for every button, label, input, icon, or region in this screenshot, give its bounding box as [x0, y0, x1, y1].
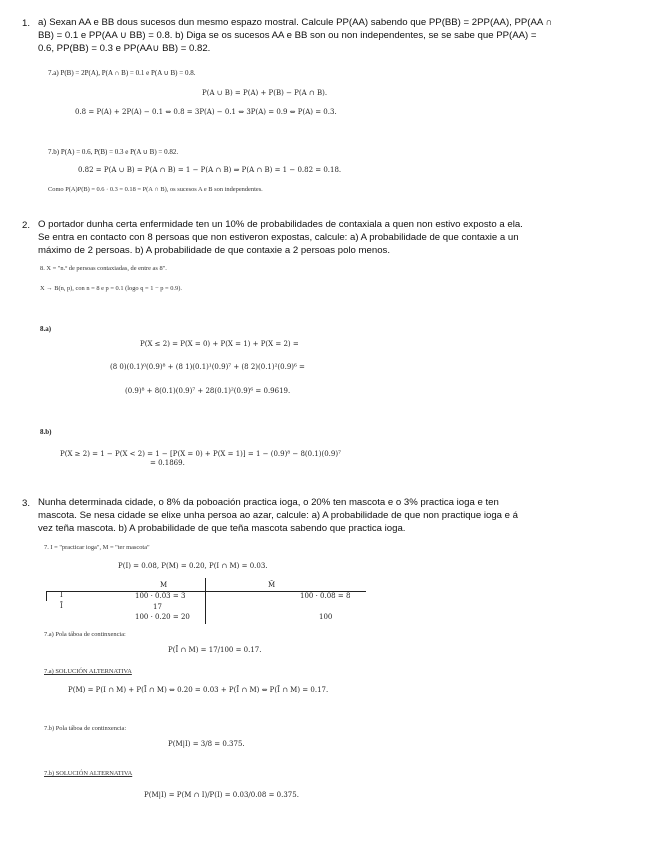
question-3-line-1: Nunha determinada cidade, o 8% da poboación practica ioga, o 20% ten mascota e o 3% practica ioga e ten — [38, 497, 499, 508]
q1-a-solution: 0.8 = P(A) + 2P(A) − 0.1 ⇔ 0.8 = 3P(A) − 0.1 ⇔ 3P(A) = 0.9 ⇔ P(A) = 0.3. — [75, 108, 337, 116]
q3-definition: 7. I = "practicar ioga", M = "ter mascota" — [44, 544, 150, 551]
question-1-line-2: BB) = 0.1 e PP(AA ∪ BB) = 0.8. b) Diga se os sucesos AA e BB son ou non independentes, se se sabe que PP(AA) = — [38, 30, 537, 41]
q3-b-result: P(M|I) = 3/8 = 0.375. — [168, 740, 245, 748]
table-vertical-rule — [205, 578, 206, 624]
question-1-number: 1. — [22, 18, 31, 29]
q1-b-given: 7.b) P(A) = 0.6, P(B) = 0.3 e P(A ∪ B) = 0.82. — [48, 148, 179, 156]
q3-alt-b-result: P(M|I) = P(M ∩ I)/P(I) = 0.03/0.08 = 0.375. — [144, 791, 299, 799]
q1-a-given: 7.a) P(B) = 2P(A), P(A ∩ B) = 0.1 e P(A ∪ B) = 0.8. — [48, 69, 196, 77]
table-row-i-label: I — [60, 591, 63, 599]
table-cell-total-m: 100 · 0.20 = 20 — [135, 613, 190, 621]
question-3-line-2: mascota. Se nesa cidade se elixe unha persoa ao azar, calcule: a) A probabilidade de que non practique ioga e á — [38, 510, 519, 521]
question-3-line-3: vez teña mascota. b) A probabilidade de que teña mascota sabendo que practica ioga. — [38, 523, 406, 534]
question-2-number: 2. — [22, 220, 31, 231]
table-cell-i-m: 100 · 0.03 = 3 — [135, 592, 186, 600]
q1-b-solution: 0.82 = P(A ∪ B) = P(A ∩ B) = 1 − P(A ∩ B) ⇒ P(A ∩ B) = 1 − 0.82 = 0.18. — [78, 166, 342, 174]
q1-b-conclusion: Como P(A)P(B) = 0.6 · 0.3 = 0.18 = P(A ∩ B), os sucesos A e B son independentes. — [48, 186, 263, 193]
q3-a-result: P(Ī ∩ M) = 17/100 = 0.17. — [168, 646, 262, 654]
q2-b-line-2: = 0.1869. — [150, 459, 185, 467]
table-cell-i-total: 100 · 0.08 = 8 — [300, 592, 351, 600]
q2-definition-1: 8. X = "n.º de persoas contaxiadas, de entre as 8". — [40, 265, 167, 272]
q1-a-formula: P(A ∪ B) = P(A) + P(B) − P(A ∩ B). — [202, 89, 328, 97]
q2-a-line-2: (8 0)(0.1)⁰(0.9)⁸ + (8 1)(0.1)¹(0.9)⁷ + (8 2)(0.1)²(0.9)⁶ = — [110, 363, 305, 371]
table-cell-ibar-m: 17 — [153, 603, 162, 611]
table-cell-grand-total: 100 — [319, 613, 333, 621]
q2-b-line-1: P(X ≥ 2) = 1 − P(X < 2) = 1 − [P(X = 0) + P(X = 1)] = 1 − (0.9)⁸ − 8(0.1)(0.9)⁷ — [60, 450, 341, 458]
question-3-number: 3. — [22, 498, 31, 509]
table-left-tick — [46, 591, 47, 601]
question-1-line-3: 0.6, PP(BB) = 0.3 e PP(AA∪ BB) = 0.82. — [38, 43, 211, 54]
question-2-line-1: O portador dunha certa enfermidade ten un 10% de probabilidades de contaxiala a quen non estivo exposto a ela. — [38, 219, 523, 230]
q2-a-label: 8.a) — [40, 325, 52, 333]
q3-alt-a-label: 7.a) SOLUCIÓN ALTERNATIVA — [44, 668, 132, 675]
q3-probabilities: P(I) = 0.08, P(M) = 0.20, P(I ∩ M) = 0.03. — [118, 562, 268, 570]
q2-b-label: 8.b) — [40, 428, 52, 436]
question-2-line-3: máximo de 2 persoas. b) A probabilidade de que contaxie a 2 persoas polo menos. — [38, 245, 390, 256]
q3-b-label: 7.b) Pola táboa de continxencia: — [44, 725, 127, 732]
q2-definition-2: X → B(n, p), con n = 8 e p = 0.1 (logo q = 1 − p = 0.9). — [40, 285, 182, 292]
q3-alt-b-label: 7.b) SOLUCIÓN ALTERNATIVA — [44, 770, 133, 777]
question-1-line-1: a) Sexan AA e BB dous sucesos dun mesmo espazo mostral. Calcule PP(AA) sabendo que PP(BB) = 2PP(AA), PP(AA ∩ — [38, 17, 553, 28]
question-2-line-2: Se entra en contacto con 8 persoas que non estiveron expostas, calcule: a) A probabilidade de que contaxie a un — [38, 232, 519, 243]
table-row-i-bar-label: Ī — [60, 602, 63, 610]
q2-a-line-3: (0.9)⁸ + 8(0.1)(0.9)⁷ + 28(0.1)²(0.9)⁶ = 0.9619. — [125, 387, 291, 395]
q3-alt-a-result: P(M) = P(I ∩ M) + P(Ī ∩ M) ⇔ 0.20 = 0.03 + P(Ī ∩ M) ⇔ P(Ī ∩ M) = 0.17. — [68, 686, 329, 694]
table-header-m-bar: M̄ — [268, 581, 276, 589]
q2-a-line-1: P(X ≤ 2) = P(X = 0) + P(X = 1) + P(X = 2) = — [140, 340, 299, 348]
table-header-m: M — [160, 581, 168, 589]
q3-a-label: 7.a) Pola táboa de continxencia: — [44, 631, 126, 638]
